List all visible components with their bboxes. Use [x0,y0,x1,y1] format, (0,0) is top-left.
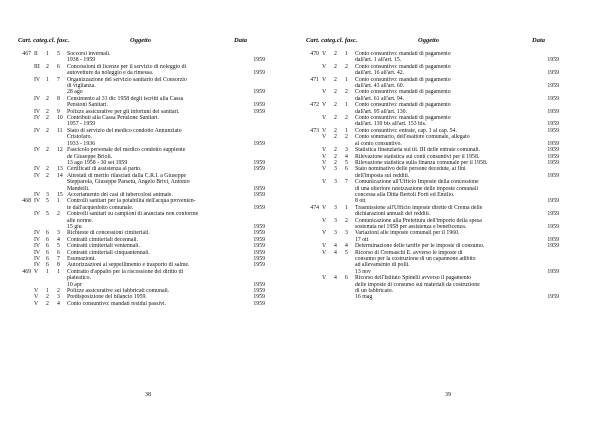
subject: Mandelli. [67,185,90,192]
category: IV [34,76,41,83]
category: IV [34,211,41,218]
fascicle: 8 [57,95,60,102]
date: 1959 [253,70,265,77]
subject: plateatico. [67,275,91,282]
class: 6 [46,236,49,243]
category: V [322,76,327,83]
category: V [322,166,327,173]
date: 1959 [547,198,559,205]
class: 2 [46,108,49,115]
fascicle: 1 [345,204,348,211]
fascicle: 15 [57,191,63,198]
category: V [322,63,327,70]
class: 4 [334,275,337,282]
class: 2 [334,159,337,166]
class: 1 [46,76,49,83]
class: 3 [334,204,337,211]
subject: 13 nov [355,268,371,275]
column-header [18,37,288,44]
header-cl: cl. [336,37,344,44]
class: 2 [46,294,49,301]
subject: ad allevamento di polli. [355,262,410,269]
entry-list [0,51,300,307]
date: 1959 [253,204,265,211]
header-fasc: fasc. [344,37,358,44]
subject: Trasmissione all'Ufficio imposte dirette di Crema delle [355,204,483,211]
subject: Organizzazione del servizio sanitario del Consorzio [67,76,187,83]
date: 1959 [253,223,265,230]
category: IV [34,108,41,115]
subject: Variazioni alle imposte comunali per il 1960. [355,230,460,237]
category: IV [34,262,41,269]
date: 1959 [253,108,265,115]
category: V [322,127,327,134]
fascicle: 4 [57,236,60,243]
fascicle: 5 [345,249,348,256]
class: 2 [334,147,337,154]
subject: Cristofaro. [67,134,92,141]
date: 1959 [547,83,559,90]
category: V [322,134,327,141]
class: 2 [334,127,337,134]
subject: di un fabbricato. [355,288,394,295]
subject: te dall'acquedotto comunale. [67,204,134,211]
class: 3 [334,217,337,224]
date: 1959 [547,153,559,160]
subject: de Giuseppe Brioli. [67,153,113,160]
subject: 1957 - 1959 [67,121,96,128]
category: IV [34,191,41,198]
class: 1 [46,51,49,57]
category: V [34,288,39,295]
fascicle: 4 [345,243,348,250]
category: III [34,63,40,70]
category: V [322,179,327,186]
subject: 8 ott [355,198,366,205]
subject: Comunicazione all'Ufficio Imposte della concessione [355,179,479,186]
class: 1 [46,288,49,295]
subject: dell'imposta sui redditi. [355,172,410,179]
fascicle: 3 [345,147,348,154]
header-categ: categ. [33,37,49,44]
category: V [322,204,327,211]
subject: dall'art. 130 bis all'art. 153 bis. [355,121,427,128]
fascicle: 2 [345,134,348,141]
subject: Conto consuntivo: mandati di pagamento [355,76,451,83]
cart-number: 468 [22,198,31,205]
subject: 17 ott [355,236,369,243]
fascicle: 2 [345,63,348,70]
subject: Stato nominativo delle persone decedute, ai fini [355,166,466,173]
class: 2 [46,63,49,70]
subject: 15 giu [67,223,82,230]
subject: 1938 - 1959 [67,57,96,64]
subject: di vigilanza. [67,83,96,90]
category: IV [34,115,41,122]
class: 6 [46,230,49,237]
fascicle [345,294,355,300]
class: 3 [46,191,49,198]
category: V [322,89,327,96]
fascicle: 7 [57,76,60,83]
date: 1959 [547,294,559,301]
date: 1959 [253,256,265,262]
category: V [34,294,39,301]
category: IV [34,166,41,173]
subject: Rilevazione statistica sulla finanza comunale per il 1958. [355,159,488,166]
category: V [34,300,39,307]
cart-number: 473 [310,127,319,134]
class: 2 [334,115,337,122]
subject: Conto consuntivo: mandati residui passivi. [67,300,167,307]
category: IV [34,127,41,134]
fascicle: 7 [57,256,60,262]
date: 1959 [253,262,265,269]
subject: Soccorsi invernali. [67,51,111,57]
date: 1959 [253,230,265,237]
subject: Certificati di assistenza al parto. [67,166,142,173]
class: 5 [46,198,49,205]
date: 1959 [547,211,559,218]
subject: dall'art. 43 all'art. 60. [355,83,405,90]
fascicle: 2 [57,288,60,295]
subject: Polizze assicurative sui fabbricati comunali. [67,288,170,295]
subject: dall'art. 61 all'art. 94. [355,95,405,102]
date: 1959 [253,166,265,173]
category: V [322,147,327,154]
subject: dall'art. 16 all'art. 42. [355,70,405,77]
subject: Richieste di concessioni cimiteriali. [67,230,150,237]
class: 1 [46,268,49,275]
category: IV [34,236,41,243]
date: 1959 [253,159,265,166]
subject: 16 mag [355,294,373,301]
subject: delle imposte di consumo sui materiali da costruzione [355,281,480,288]
subject: Censimento al 31 dic 1958 degli iscritti alla Cassa [67,95,184,102]
subject: Conto consuntivo: mandati di pagamento [355,51,451,57]
date: 1959 [547,127,559,134]
subject: Conto consuntivo: mandati di pagamento [355,115,451,122]
cart-number: 467 [22,51,31,57]
date: 1959 [253,185,265,192]
date: 1959 [253,243,265,250]
fascicle: 14 [57,172,63,179]
header-cart: Cart. [306,37,320,44]
header-fasc: fasc. [56,37,70,44]
column-header [306,37,591,44]
subject: Conto consuntivo: mandati di pagamento [355,102,451,109]
date: 1959 [547,70,559,77]
fascicle: 6 [345,166,348,173]
class: 5 [46,211,49,218]
page-number: 38 [145,392,151,398]
class: 2 [334,134,337,141]
class: 3 [334,179,337,186]
subject: Contratti cimiteriali cinquantennali. [67,249,150,256]
fascicle: 6 [345,275,348,282]
class: 2 [46,166,49,173]
class: 3 [334,166,337,173]
class: 3 [334,230,337,237]
subject: Stepparola, Giuseppe Parsetu, Angelo Brivi, Antonio [67,179,190,186]
subject: dall'art. 1 all'art. 15. [355,57,402,64]
subject: alle norme. [67,217,94,224]
date: 1959 [547,268,559,275]
right-page [300,0,600,424]
cart-number [304,294,322,300]
fascicle: 1 [57,198,60,205]
header-categ: categ. [321,37,337,44]
date: 1959 [547,147,559,154]
category: V [34,268,39,275]
subject: consumo per la costruzione di un capannone adibito [355,256,476,262]
fascicle: 3 [57,294,60,301]
fascicle: 1 [345,51,348,57]
subject: Contributi alla Cassa Pensione Sanitari. [67,115,159,122]
fascicle: 5 [345,159,348,166]
subject: Polizze assicurative per gli infortuni dei sanitari. [67,108,180,115]
subject: Conto consuntivo: mandati di pagamento [355,63,451,70]
cart-number: 472 [310,102,319,109]
date: 1959 [253,300,265,307]
date: 1959 [253,102,265,109]
date: 1959 [253,57,265,64]
fascicle: 1 [345,102,348,109]
category [322,294,334,300]
fascicle: 8 [57,262,60,269]
class: 2 [334,153,337,160]
subject: dall'art. 95 all'art. 130. [355,108,407,115]
subject: sostenuta nel 1958 per assistenza e beneficenza. [355,223,467,230]
subject: autovetture da noleggio e da rimessa. [67,70,154,77]
category: II [34,51,38,57]
date: 1959 [547,108,559,115]
date: 1959 [253,288,265,295]
subject: Controlli sanitari su campioni di aranciata non conforme [67,211,199,218]
subject: concessa alla Ditta Bertoli Forti ed Emilio. [355,191,455,198]
cart-number: 471 [310,76,319,83]
date: 1959 [547,140,559,147]
category: IV [34,198,41,205]
subject: 28 ago [67,89,83,96]
fascicle: 1 [345,76,348,83]
subject: Controlli sanitari per la potabilità dell'acqua provenien- [67,198,196,205]
header-cl: cl. [48,37,56,44]
category: V [322,51,327,57]
subject: Ricorso dell'Istituto Spinelli avverso il pagamento [355,275,472,282]
header-oggetto: Oggetto [130,37,151,44]
fascicle: 6 [57,63,60,70]
header-data: Data [532,37,545,44]
subject: Comunicazione alla Prefettura dell'importo della spesa [355,217,482,224]
date: 1959 [547,243,559,250]
class: 2 [46,172,49,179]
cart-number: 470 [310,51,319,57]
date: 1959 [547,95,559,102]
subject: Contratto d'appalto per la riscossione del diritto di [67,268,184,275]
category: IV [34,249,41,256]
class: 6 [46,243,49,250]
cart-number: 474 [310,204,319,211]
cart-number [16,301,34,307]
page-number: 39 [445,392,451,398]
category: V [322,275,327,282]
class: 2 [334,76,337,83]
fascicle: 12 [57,147,63,154]
entry-row [300,294,600,300]
subject: Determinazione delle tariffe per le imposte di consumo. [355,243,485,250]
category: V [322,249,327,256]
subject: Esumazioni. [67,256,96,262]
subject: Concessioni di licenze per il servizio di noleggio di [67,63,187,70]
date: 1959 [253,89,265,96]
date: 1959 [547,236,559,243]
category: V [322,217,327,224]
category: V [322,102,327,109]
entry-row [0,301,300,307]
fascicle: 2 [345,115,348,122]
class: 2 [334,102,337,109]
subject: 10 apr [67,281,82,288]
fascicle: 5 [57,51,60,57]
subject: Conto consuntivo: entrate, cap. 1 al cap. 54. [355,127,457,134]
fascicle: 2 [57,211,60,218]
category: IV [34,172,41,179]
fascicle: 4 [345,153,348,160]
category: IV [34,147,41,154]
header-data: Data [234,37,247,44]
subject: Contratti cimiteriali decennali. [67,236,138,243]
fascicle: 9 [57,108,60,115]
subject: 1933 - 1936 [67,140,96,147]
subject: Ricorso di Cremaschi E. avverso le imposte di [355,249,463,256]
subject: 13 ago 1958 - 30 set 1959 [67,159,128,166]
class: 6 [46,262,49,269]
class: 2 [46,147,49,154]
category: V [322,159,327,166]
header-cart: Cart. [18,37,32,44]
subject: Attestati di merito rilasciati dalla C.R.I. a Giuseppe [67,172,187,179]
fascicle: 1 [345,127,348,134]
category: V [322,230,327,237]
category: V [322,243,327,250]
class: 2 [46,127,49,134]
class: 4 [334,243,337,250]
fascicle: 3 [57,230,60,237]
class: 2 [46,115,49,122]
subject: Stato di servizio del medico condotto Annunziato [67,127,182,134]
fascicle: 6 [57,249,60,256]
fascicle: 11 [57,127,63,134]
category: V [322,153,327,160]
fascicle: 2 [345,217,348,224]
category: IV [34,95,41,102]
date: 1959 [547,121,559,128]
header-oggetto: Oggetto [418,37,439,44]
class [334,294,345,300]
subject: Contratti cimiteriali ventennali. [67,243,140,250]
date: 1959 [547,159,559,166]
category: IV [34,256,41,262]
fascicle: 7 [345,179,348,186]
category: IV [34,230,41,237]
date: 1959 [547,57,559,64]
entry-list [300,51,600,301]
class: 2 [334,51,337,57]
date: 1959 [547,223,559,230]
subject: Fascicolo personale del medico condotto supplente [67,147,186,154]
class: 2 [334,63,337,70]
fascicle: 4 [57,300,60,307]
subject: Conto consuntivo: mandati di pagamento [355,89,451,96]
subject: Accertamento dei casi di tubercolosi animale. [67,191,173,198]
date: 1959 [253,281,265,288]
class: 2 [46,300,49,307]
fascicle: 2 [345,89,348,96]
subject: al conto consuntivo. [355,140,402,147]
fascicle: 13 [57,166,63,173]
subject: Autorizzazioni al seppellimento e trasporto di salme. [67,262,190,269]
class: 6 [46,249,49,256]
subject: Pensioni Sanitari. [67,102,108,109]
category: IV [34,243,41,250]
fascicle: 1 [57,268,60,275]
subject: di una ulteriore rateizzazione delle imposte comunali [355,185,478,192]
class: 6 [46,256,49,262]
fascicle: 5 [57,243,60,250]
fascicle: 3 [345,230,348,237]
date: 1959 [253,249,265,256]
class: 4 [334,249,337,256]
date: 1959 [547,172,559,179]
subject: Predisposizione del bilancio 1959. [67,294,147,301]
class: 2 [46,95,49,102]
date: 1959 [253,294,265,301]
subject: Conto sommario, dell'esattore comunale, allegato [355,134,470,141]
category: V [322,115,327,122]
date: 1959 [253,191,265,198]
subject: Statistica finanziaria sul tit. III delle entrate comunali. [355,147,481,154]
date: 1959 [253,140,265,147]
fascicle: 10 [57,115,63,122]
cart-number: 469 [22,268,31,275]
subject: Rilevazione statistica sui conti consuntivi per il 1958. [355,153,480,160]
subject: dichiarazioni annuali dei redditi. [355,211,431,218]
date: 1959 [253,236,265,243]
class: 2 [334,89,337,96]
